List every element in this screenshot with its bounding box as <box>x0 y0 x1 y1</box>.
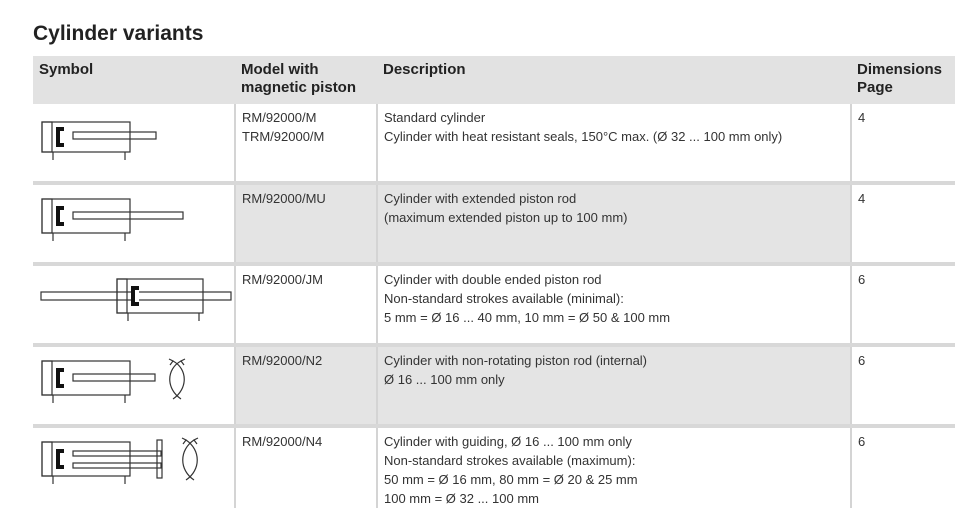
table-header-row <box>33 56 955 104</box>
non-rotating-rod-cylinder-symbol <box>33 347 235 424</box>
extended-rod-cylinder-symbol <box>33 185 235 262</box>
header-symbol: Symbol <box>33 56 235 104</box>
model-cell <box>235 347 377 424</box>
table-row <box>33 185 955 262</box>
description-line: (maximum extended piston up to 100 mm) <box>384 210 628 225</box>
symbol-cell <box>33 185 235 262</box>
standard-cylinder-symbol <box>33 104 235 181</box>
symbol-cell <box>33 266 235 343</box>
description-line: Standard cylinder <box>384 110 486 125</box>
header-page-line-1: Dimensions <box>857 61 943 78</box>
description-cell <box>377 104 851 181</box>
model-number: RM/92000/N4 <box>242 434 323 449</box>
page-cell: 6 <box>851 428 955 508</box>
model-number: RM/92000/M <box>242 110 317 125</box>
page-cell: 4 <box>851 185 955 262</box>
model-number: TRM/92000/M <box>242 129 325 144</box>
model-cell <box>235 266 377 343</box>
table-row <box>33 266 955 343</box>
table-row <box>33 347 955 424</box>
symbol-cell <box>33 428 235 508</box>
page-title: Cylinder variants <box>33 22 204 45</box>
description-line: Cylinder with heat resistant seals, 150°C max. (Ø 32 ... 100 mm only) <box>384 129 783 144</box>
description-line: Ø 16 ... 100 mm only <box>384 372 505 387</box>
model-cell <box>235 185 377 262</box>
symbol-cell <box>33 347 235 424</box>
header-page <box>851 56 955 104</box>
header-description: Description <box>377 56 851 104</box>
description-line: 100 mm = Ø 32 ... 100 mm <box>384 491 539 506</box>
header-page-line-2: Page <box>857 79 893 96</box>
cylinder-variants-table <box>33 56 955 508</box>
description-cell <box>377 347 851 424</box>
symbol-cell <box>33 104 235 181</box>
description-cell <box>377 428 851 508</box>
description-line: Non-standard strokes available (maximum): <box>384 453 636 468</box>
description-line: 50 mm = Ø 16 mm, 80 mm = Ø 20 & 25 mm <box>384 472 638 487</box>
page-cell: 6 <box>851 266 955 343</box>
description-line: Cylinder with non-rotating piston rod (internal) <box>384 353 648 368</box>
model-cell <box>235 428 377 508</box>
model-number: RM/92000/MU <box>242 191 326 206</box>
header-model <box>235 56 377 104</box>
table-row <box>33 104 955 181</box>
guided-cylinder-symbol <box>33 428 235 505</box>
description-line: 5 mm = Ø 16 ... 40 mm, 10 mm = Ø 50 & 100 mm <box>384 310 671 325</box>
page-cell: 6 <box>851 347 955 424</box>
header-model-line-1: Model with <box>241 61 319 78</box>
model-number: RM/92000/JM <box>242 272 323 287</box>
double-ended-rod-cylinder-symbol <box>33 266 235 343</box>
description-line: Non-standard strokes available (minimal): <box>384 291 624 306</box>
header-model-line-2: magnetic piston <box>241 79 357 96</box>
description-line: Cylinder with double ended piston rod <box>384 272 602 287</box>
model-number: RM/92000/N2 <box>242 353 323 368</box>
description-cell <box>377 185 851 262</box>
page-cell: 4 <box>851 104 955 181</box>
description-line: Cylinder with guiding, Ø 16 ... 100 mm only <box>384 434 632 449</box>
model-cell <box>235 104 377 181</box>
description-line: Cylinder with extended piston rod <box>384 191 577 206</box>
description-cell <box>377 266 851 343</box>
table-row <box>33 428 955 508</box>
